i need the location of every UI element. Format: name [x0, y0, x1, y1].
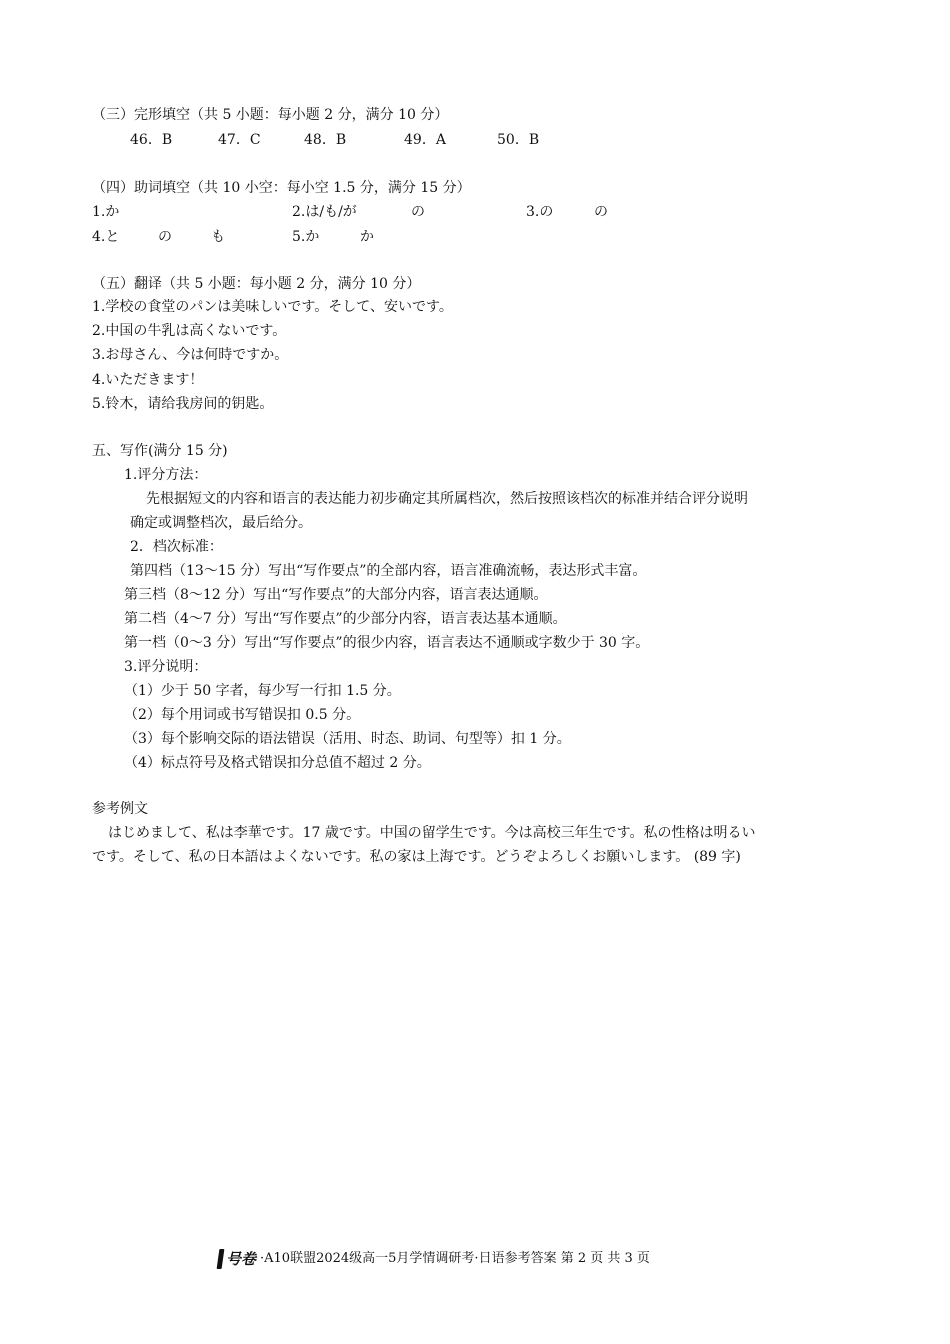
brand-logo — [218, 1249, 256, 1269]
particle-answer: 3.の — [526, 204, 554, 220]
translation-item: 1.学校の食堂のパンは美味しいです。そして、安いです。 — [92, 299, 453, 315]
logo-mark-icon — [217, 1249, 225, 1269]
section-3-title: （三）完形填空（共 5 小题：每小题 2 分，满分 10 分） — [92, 107, 449, 123]
logo-text: 号卷 — [226, 1250, 257, 1268]
particle-answer: 5.か — [292, 229, 320, 245]
answer-48: 48．B — [304, 132, 347, 148]
level-item: 第二档（4～7 分）写出“写作要点”的少部分内容，语言表达基本通顺。 — [124, 611, 567, 627]
example-text: です。そして、私の日本語はよくないです。私の家は上海です。どうぞよろしくお願いします。 (89 字) — [92, 849, 741, 865]
writing-title: 五、写作(满分 15 分) — [92, 443, 228, 459]
example-text: はじめまして、私は李華です。17 歳です。中国の留学生です。今は高校三年生です。私の性格は明るい — [108, 825, 756, 841]
particle-answer: か — [360, 229, 374, 245]
notes-title: 3.评分说明： — [124, 659, 208, 675]
level-item: 第一档（0～3 分）写出“写作要点”的很少内容，语言表达不通顺或字数少于 30 字。 — [124, 635, 650, 651]
particle-answer: 4.と — [92, 229, 120, 245]
answer-46: 46．B — [130, 132, 173, 148]
particle-answer: 1.か — [92, 204, 120, 220]
section-4-title: （四）助词填空（共 10 小空：每小空 1.5 分，满分 15 分） — [92, 180, 471, 196]
particle-answer: も — [211, 229, 225, 245]
translation-item: 4.いただきます！ — [92, 372, 204, 388]
note-item: （1）少于 50 字者，每少写一行扣 1.5 分。 — [124, 683, 401, 699]
level-item: 第四档（13～15 分）写出“写作要点”的全部内容，语言准确流畅，表达形式丰富。 — [130, 563, 647, 579]
answer-49: 49．A — [404, 132, 446, 148]
answer-50: 50．B — [497, 132, 540, 148]
particle-answer: の — [594, 204, 608, 220]
example-title: 参考例文 — [92, 801, 148, 817]
note-item: （3）每个影响交际的语法错误（活用、时态、助词、句型等）扣 1 分。 — [124, 731, 571, 747]
levels-title: 2．档次标准： — [130, 539, 223, 555]
particle-answer: の — [411, 204, 425, 220]
note-item: （2）每个用词或书写错误扣 0.5 分。 — [124, 707, 361, 723]
answer-47: 47．C — [218, 132, 261, 148]
particle-answer: 2.は/も/が — [292, 204, 357, 220]
scoring-method-text: 先根据短文的内容和语言的表达能力初步确定其所属档次，然后按照该档次的标准并结合评分说明 — [146, 491, 748, 507]
level-item: 第三档（8～12 分）写出“写作要点”的大部分内容，语言表达通顺。 — [124, 587, 548, 603]
footer-text: ·A10联盟2024级高一5月学情调研考·日语参考答案 第 2 页 共 3 页 — [260, 1251, 650, 1266]
scoring-method-title: 1.评分方法： — [124, 467, 208, 483]
note-item: （4）标点符号及格式错误扣分总值不超过 2 分。 — [124, 755, 431, 771]
particle-answer: の — [158, 229, 172, 245]
translation-item: 3.お母さん、今は何時ですか。 — [92, 347, 289, 363]
section-5-title: （五）翻译（共 5 小题：每小题 2 分，满分 10 分） — [92, 276, 421, 292]
translation-item: 5.铃木，请给我房间的钥匙。 — [92, 396, 274, 412]
scoring-method-text: 确定或调整档次，最后给分。 — [130, 515, 312, 531]
page-footer — [218, 1249, 650, 1269]
translation-item: 2.中国の牛乳は高くないです。 — [92, 323, 287, 339]
